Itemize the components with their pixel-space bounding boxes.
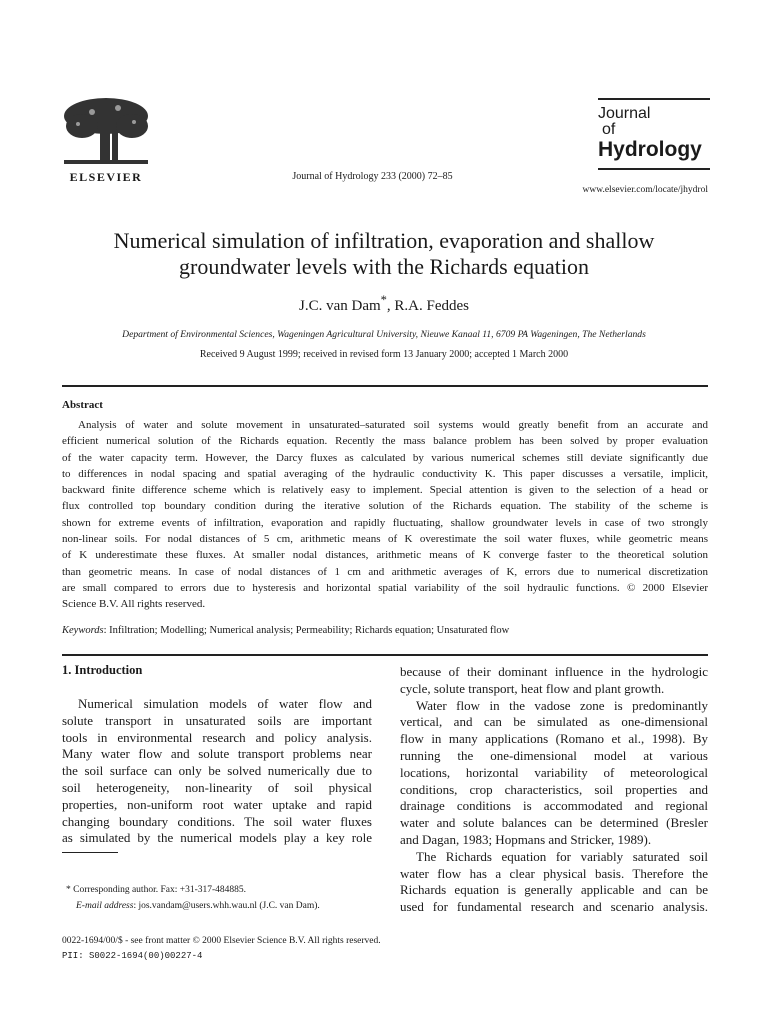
text-line: Numerical simulation models of water flow and (78, 696, 372, 711)
journal-url[interactable]: www.elsevier.com/locate/jhydrol (582, 185, 708, 195)
elsevier-tree-logo (62, 96, 150, 168)
text-line: used for fundamental research and scenario analysis. (400, 899, 708, 915)
text-line: water and solute balances can be determined (Bresler (400, 815, 708, 831)
text-line: efficient numerical solution of the Richards equation. Recently the mass balance problem has been solved by proper evaluation (62, 435, 708, 448)
left-column (62, 696, 372, 847)
title-line: groundwater levels with the Richards equation (179, 254, 589, 279)
footnote-corresponding: * Corresponding author. Fax: +31-317-484885. (66, 885, 247, 895)
right-column (400, 664, 708, 916)
text-line: running the one-dimensional model at various (400, 747, 708, 763)
email-address[interactable]: : jos.vandam@users.whh.wau.nl (J.C. van Dam). (133, 901, 320, 911)
text-line: to differences in nodal spacing and spatial averaging of the hydraulic conductivity K. This paper discusses a versatile, implicit, (62, 467, 708, 480)
text-line: because of their dominant influence in the hydrologic (400, 664, 708, 679)
text-line: flux controlled top boundary condition during the iterative solution of the Richards equation. The stability of the scheme is (62, 500, 708, 513)
divider (62, 385, 708, 387)
text-line: properties, non-uniform root water uptake and rapid (62, 796, 372, 812)
pii: PII: S0022-1694(00)00227-4 (62, 951, 203, 961)
text-line: conditions, crop characteristics, soil properties and (400, 781, 708, 797)
journal-logo-line: Hydrology (598, 138, 702, 161)
received-dates: Received 9 August 1999; received in revised form 13 January 2000; accepted 1 March 2000 (199, 349, 569, 360)
footnote (62, 882, 382, 914)
text-line: of the water capacity term. However, the Darcy fluxes as calculated by various numerical schemes still deviate significantly due (62, 451, 708, 464)
text-line: are small compared to errors due to hysteresis and horizontal spatial variability of the soil hydraulic functions. © 2000 Elsevier (62, 581, 708, 594)
text-line: as simulated by the numerical models play a key role (62, 830, 372, 846)
abstract-body (62, 417, 708, 613)
text-line: water flow has a clear physical basis. Therefore the (400, 865, 708, 881)
journal-logo-line: Journal (598, 105, 651, 122)
author-name: , R.A. Feddes (386, 298, 469, 314)
corresponding-mark: * (380, 293, 387, 307)
authors (40, 293, 728, 315)
text-line: tools in environmental research and policy analysis. (62, 729, 372, 745)
author-name: J.C. van Dam (298, 298, 381, 314)
text-line: shown for extreme events of infiltration, evaporation and rapidly fluctuating, shallow groundwater levels in case of two strongly (62, 516, 708, 529)
abstract-heading: Abstract (62, 399, 103, 411)
issn: 0022-1694/00/$ - see front matter © 2000 Elsevier Science B.V. All rights reserved. (62, 936, 381, 946)
text-line: non-linear soils. For nodal distances of 5 cm, arithmetic means of K overestimate the soil water fluxes, while geometric means (62, 533, 708, 546)
text-line: drainage conditions is accommodated and regional (400, 798, 708, 814)
text-line: backward finite difference scheme which is relatively easy to implement. Special attention is given to the selection of a head or (62, 484, 708, 497)
title-line: Numerical simulation of infiltration, evaporation and shallow (113, 228, 655, 253)
journal-reference: Journal of Hydrology 233 (2000) 72–85 (292, 171, 453, 182)
text-line: of K underestimate these fluxes. At smaller nodal distances, arithmetic means of K converge faster to the theoretical solution (62, 549, 708, 562)
publisher-name: ELSEVIER (69, 170, 143, 184)
text-line: the soil surface can only be solved numerically due to (62, 763, 372, 779)
text-line: vertical, and can be simulated as one-dimensional (400, 714, 708, 730)
text-line: soil heterogeneity, non-linearity of soil physical (62, 779, 372, 795)
email-label: E-mail address (76, 901, 134, 911)
affiliation: Department of Environmental Sciences, Wageningen Agricultural University, Nieuwe Kanaal 11, 6709 PA Wageningen, The Netherlands (122, 329, 646, 340)
section-heading: 1. Introduction (62, 663, 143, 677)
text-line: Richards equation is generally applicable and can be (400, 882, 708, 898)
text-line: locations, horizontal variability of meteorological (400, 764, 708, 780)
text-line: Water flow in the vadose zone is predominantly (416, 697, 708, 713)
keywords-list: : Infiltration; Modelling; Numerical analysis; Permeability; Richards equation; Unsaturated flow (103, 625, 510, 636)
text-line: and Dagan, 1983; Hopmans and Stricker, 1989). (400, 831, 652, 847)
keywords-label: Keywords (62, 625, 104, 636)
footnote-email (62, 898, 382, 914)
text-line: than geometric means. In case of nodal distances of 1 cm and arithmetic averages of K, errors due to numerical discretization (62, 565, 708, 578)
text-line: Analysis of water and solute movement in unsaturated–saturated soil systems would greatly benefit from an accurate and (78, 419, 708, 431)
divider (62, 654, 708, 656)
text-line: Science B.V. All rights reserved. (62, 598, 206, 611)
text-line: changing boundary conditions. The soil water fluxes (62, 813, 372, 829)
text-line: flow in many applications (Romano et al., 1998). By (400, 731, 708, 747)
text-line: Many water flow and solute transport problems near (62, 746, 372, 762)
text-line: cycle, solute transport, heat flow and plant growth. (400, 680, 665, 696)
journal-logo-line: of (602, 121, 616, 138)
article-title (40, 228, 728, 280)
text-line: solute transport in unsaturated soils are important (62, 712, 372, 728)
text-line: The Richards equation for variably saturated soil (416, 848, 708, 864)
journal-logo (598, 96, 710, 172)
bottom-info (62, 934, 462, 964)
footnote-rule (62, 852, 118, 853)
keywords (62, 625, 509, 636)
